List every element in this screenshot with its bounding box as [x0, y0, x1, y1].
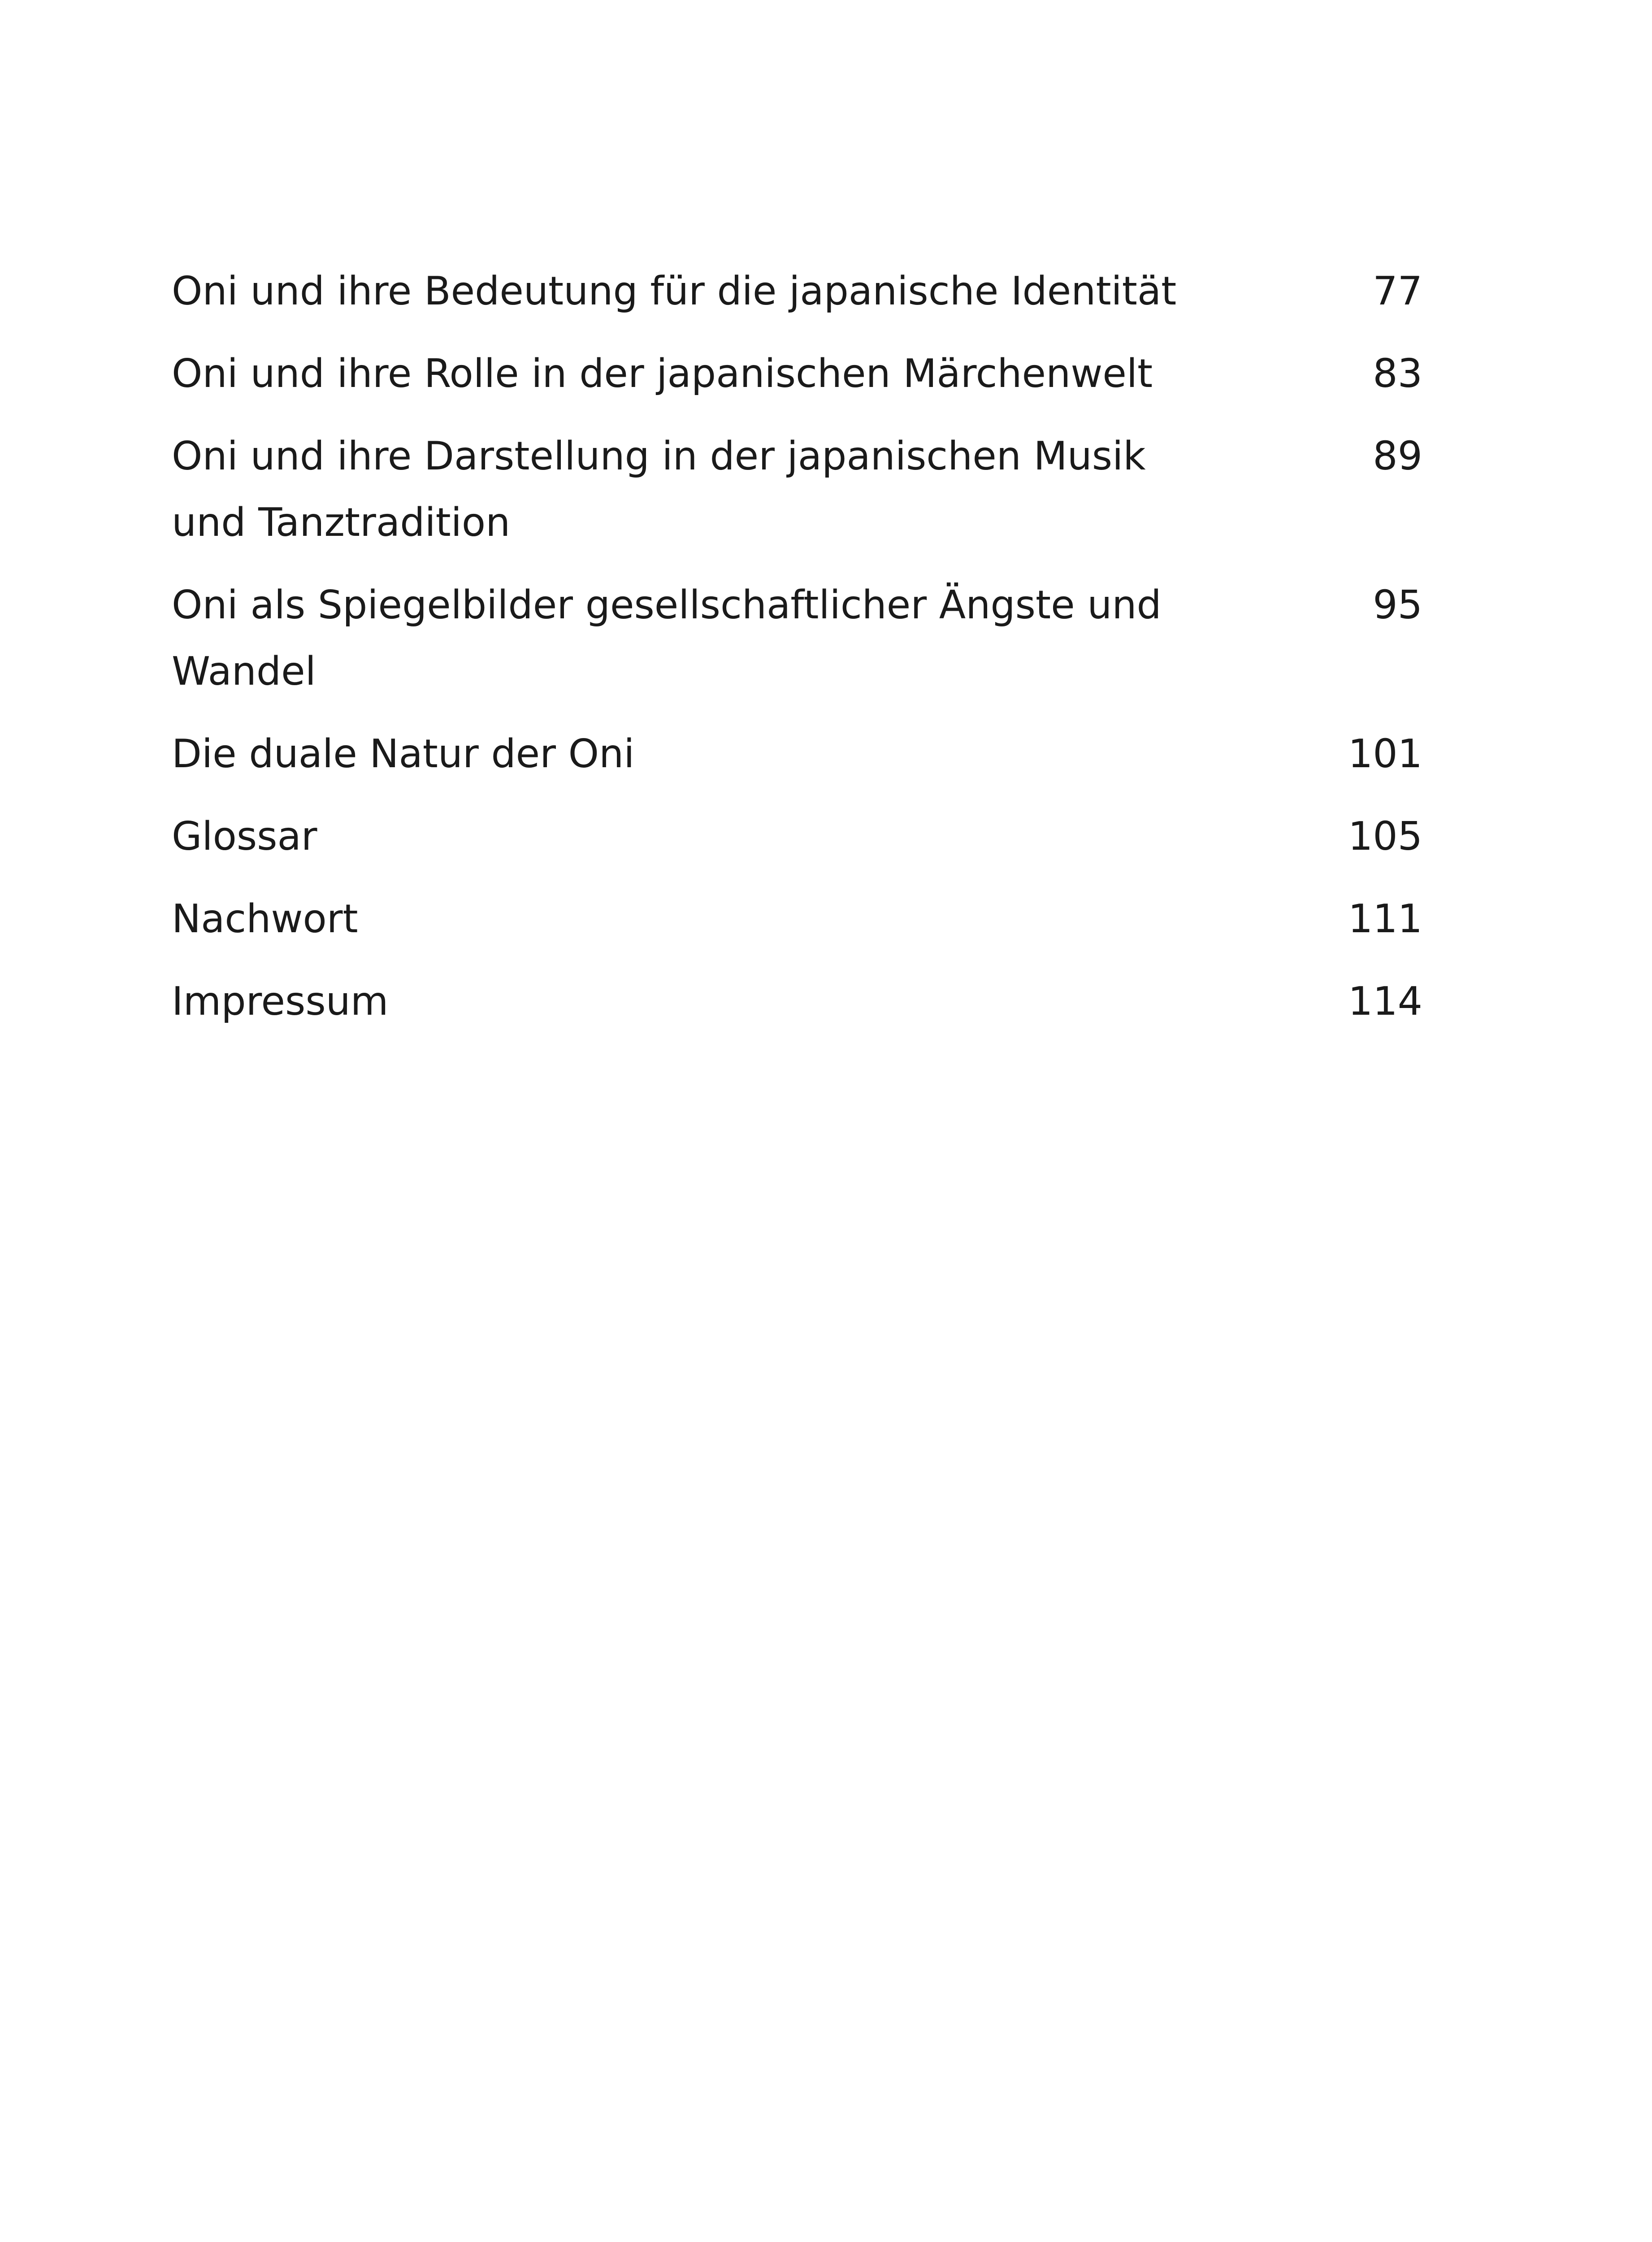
toc-entry[interactable] — [172, 968, 1422, 1034]
toc-entry-title: Die duale Natur der Oni — [172, 731, 635, 777]
toc-entry[interactable] — [172, 423, 1422, 556]
toc-entry-page: 77 — [1373, 268, 1422, 314]
toc-entry[interactable] — [172, 721, 1422, 787]
table-of-contents — [172, 258, 1422, 1051]
toc-entry-title: Oni als Spiegelbilder gesellschaftlicher Ängste und Wandel — [172, 582, 1162, 694]
toc-entry-title: Impressum — [172, 978, 389, 1024]
toc-entry-page: 114 — [1348, 978, 1422, 1024]
toc-entry-page: 101 — [1348, 731, 1422, 777]
toc-entry-page: 95 — [1373, 582, 1422, 628]
toc-entry[interactable] — [172, 572, 1422, 704]
toc-entry[interactable] — [172, 886, 1422, 952]
toc-entry-page: 105 — [1348, 813, 1422, 859]
toc-entry-title: Nachwort — [172, 896, 358, 942]
toc-entry-page: 83 — [1373, 351, 1422, 396]
toc-entry-title: Glossar — [172, 813, 317, 859]
toc-entry-page: 89 — [1373, 433, 1422, 479]
toc-entry[interactable] — [172, 258, 1422, 324]
toc-entry-title: Oni und ihre Darstellung in der japanischen Musik und Tanztradition — [172, 433, 1146, 545]
toc-entry-page: 111 — [1348, 896, 1422, 942]
toc-entry-title: Oni und ihre Rolle in der japanischen Märchenwelt — [172, 351, 1153, 396]
toc-entry-title: Oni und ihre Bedeutung für die japanische Identität — [172, 268, 1177, 314]
toc-entry[interactable] — [172, 340, 1422, 407]
toc-entry[interactable] — [172, 803, 1422, 869]
